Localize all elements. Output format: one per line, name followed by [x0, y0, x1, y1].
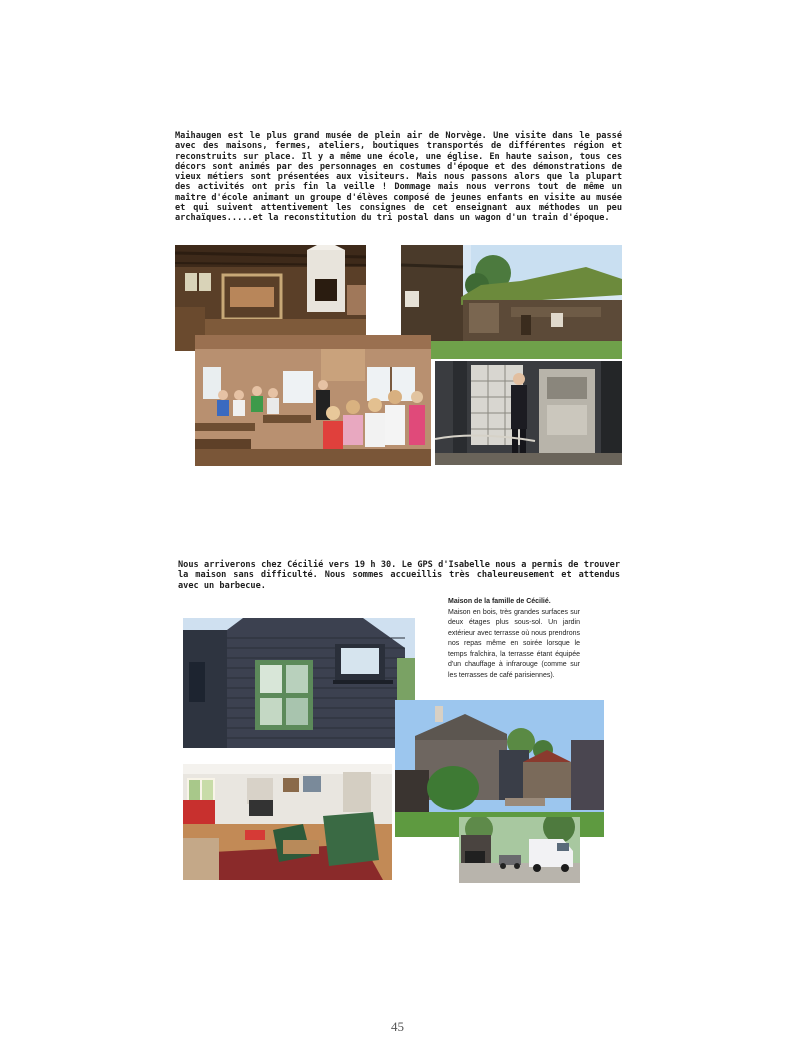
- page-number: 45: [391, 1019, 404, 1034]
- intro-paragraph: Maihaugen est le plus grand musée de plein air de Norvège. Une visite dans le passé avec des maisons, fermes, ateliers, boutiques transportés de différentes région et reconstruits sur place. Il y a même une école, une église. En haute saison, tous ces décors sont animés par des personnages en costumes d'époque et des démonstrations de vieux métiers sont présentées aux visiteurs. Mais nous passons alors que la plupart des activités ont pris fin la veille ! Dommage mais nous verrons tout de même un maître d'école animant un groupe d'élèves composé de jeunes enfants en visite au musée et qui suivent attentivement les consignes de cet enseignant aux méthodes un peu archaïques.....et la reconstitution du tri postal dans un wagon d'un train d'époque.: [175, 131, 622, 224]
- house-caption-title: Maison de la famille de Cécilié.: [448, 598, 551, 605]
- wooden-house-photo: [183, 618, 415, 748]
- house-caption-text: Maison en bois, très grandes surfaces sur deux étages plus sous-sol. Un jardin extérieur avec terrasse où nous prendrons nos repas même en soirée lorsque le temps fraîchira, la terrasse étant équipée d'un chauffage à infrarouge (comme sur les terrasses de café parisiennes).: [448, 608, 580, 679]
- postal-wagon-photo: [435, 361, 622, 465]
- arrival-paragraph: Nous arriverons chez Cécilié vers 19 h 30. Le GPS d'Isabelle nous a permis de trouver la maison sans difficulté. Nous sommes accueillis très chaleureusement et attendus avec un barbecue.: [178, 560, 620, 591]
- log-farmhouse-photo: [401, 245, 622, 359]
- house-caption: [448, 597, 580, 681]
- schoolroom-photo: [195, 335, 431, 466]
- driveway-van-photo: [459, 817, 580, 883]
- living-room-photo: [183, 764, 392, 880]
